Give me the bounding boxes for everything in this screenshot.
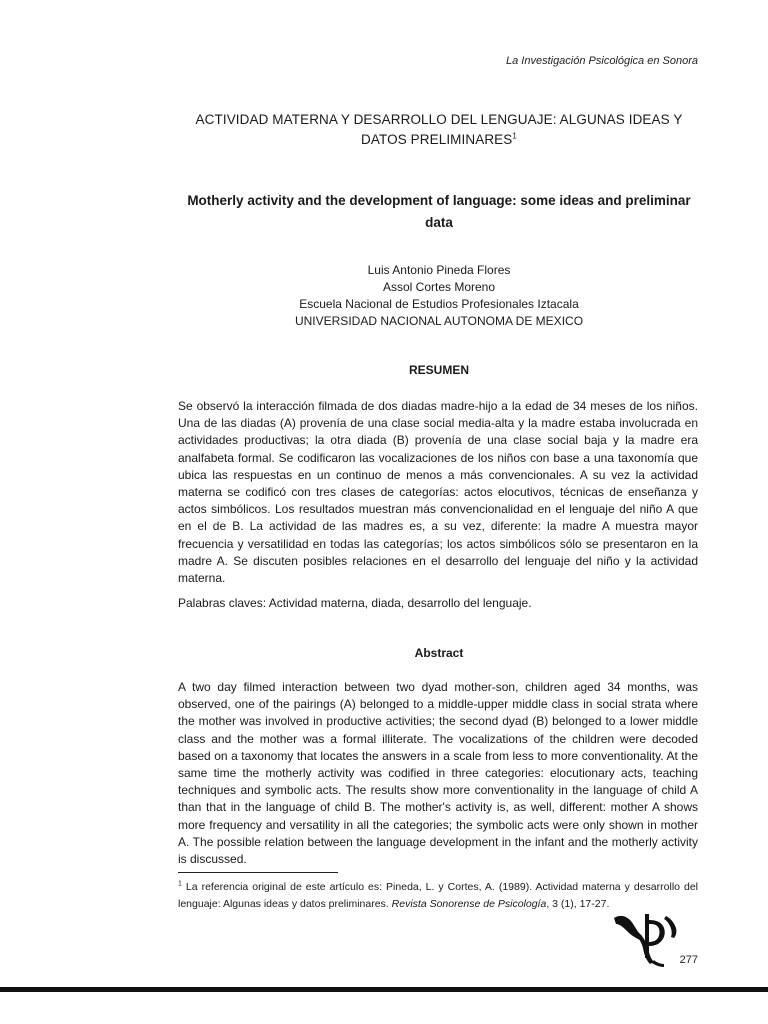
keywords-line: Palabras claves: Actividad materna, diada, desarrollo del lenguaje. xyxy=(178,596,532,610)
affiliation: Escuela Nacional de Estudios Profesionales Iztacala xyxy=(299,297,579,311)
spanish-title-text: ACTIVIDAD MATERNA Y DESARROLLO DEL LENGUAJE: ALGUNAS IDEAS Y DATOS PRELIMINARES xyxy=(195,112,683,147)
title-footnote-marker: 1 xyxy=(512,131,517,141)
abstract-heading: Abstract xyxy=(414,646,464,660)
author-name: Assol Cortes Moreno xyxy=(382,280,496,294)
psi-symbol-logo xyxy=(610,910,680,970)
affiliation: UNIVERSIDAD NACIONAL AUTONOMA DE MEXICO xyxy=(294,314,584,328)
english-title: Motherly activity and the development of language: some ideas and preliminar data xyxy=(187,193,691,230)
author-name: Luis Antonio Pineda Flores xyxy=(367,263,511,277)
resumen-heading: RESUMEN xyxy=(408,363,469,377)
spanish-title xyxy=(180,110,698,150)
page-number: 277 xyxy=(679,954,698,966)
footnote-journal: Revista Sonorense de Psicología xyxy=(391,897,547,910)
footnote xyxy=(178,879,698,912)
footnote-text-before: La referencia original de este artículo es: Pineda, L. y Cortes, A. (1989). Actividad materna y desarrollo del lenguaje: Algunas ideas y datos preliminares. xyxy=(178,881,698,910)
footnote-divider xyxy=(178,872,338,873)
bottom-margin xyxy=(0,992,768,1024)
footnote-text-after: , 3 (1), 17-27. xyxy=(546,897,610,910)
running-header: La Investigación Psicológica en Sonora xyxy=(505,55,698,67)
author-block xyxy=(180,262,698,330)
abstract-paragraph: A two day filmed interaction between two dyad mother-son, children aged 34 months, was observed, one of the pairings (A) belonged to a middle-upper middle class in social strata where the mother was involved in productive activities; the second dyad (B) belonged to a lower middle class and the mother was a formal illiterate. The vocalizations of the children were decoded based on a taxonomy that locates the answers in a scale from less to more conventionality. At the same time the motherly activity was codified in three categories: elocutionary acts, teaching techniques and symbolic acts. The results show more conventionality in the language of child A than that in the language of child B. The mother's activity is, as well, different: mother A shows more frequency and versatility in all the categories; the symbolic acts were only shown in mother A. The possible relation between the language development in the infant and the motherly activity is discussed. xyxy=(178,680,698,867)
resumen-paragraph: Se observó la interacción filmada de dos diadas madre-hijo a la edad de 34 meses de los niños. Una de las diadas (A) provenía de una clase social media-alta y la madre estaba involucrada en actividades productivas; la otra diada (B) provenía de una clase social baja y la madre era analfabeta formal. Se codificaron las vocalizaciones de los niños con base a una taxonomía que ubica las respuestas en un continuo de menos a más convencionales. A su vez la actividad materna se codificó con tres clases de categorías: actos elocutivos, técnicas de enseñanza y actos simbólicos. Los resultados muestran más convencionalidad en el lenguaje del niño A que en el de B. La actividad de las madres es, a su vez, diferente: la madre A muestra mayor frecuencia y versatilidad en todas las categorías; los actos simbólicos sólo se presentaron en la madre A. Se discuten posibles relaciones en el desarrollo del lenguaje del niño y la actividad materna. xyxy=(178,399,698,586)
footnote-marker: 1 xyxy=(178,880,182,888)
